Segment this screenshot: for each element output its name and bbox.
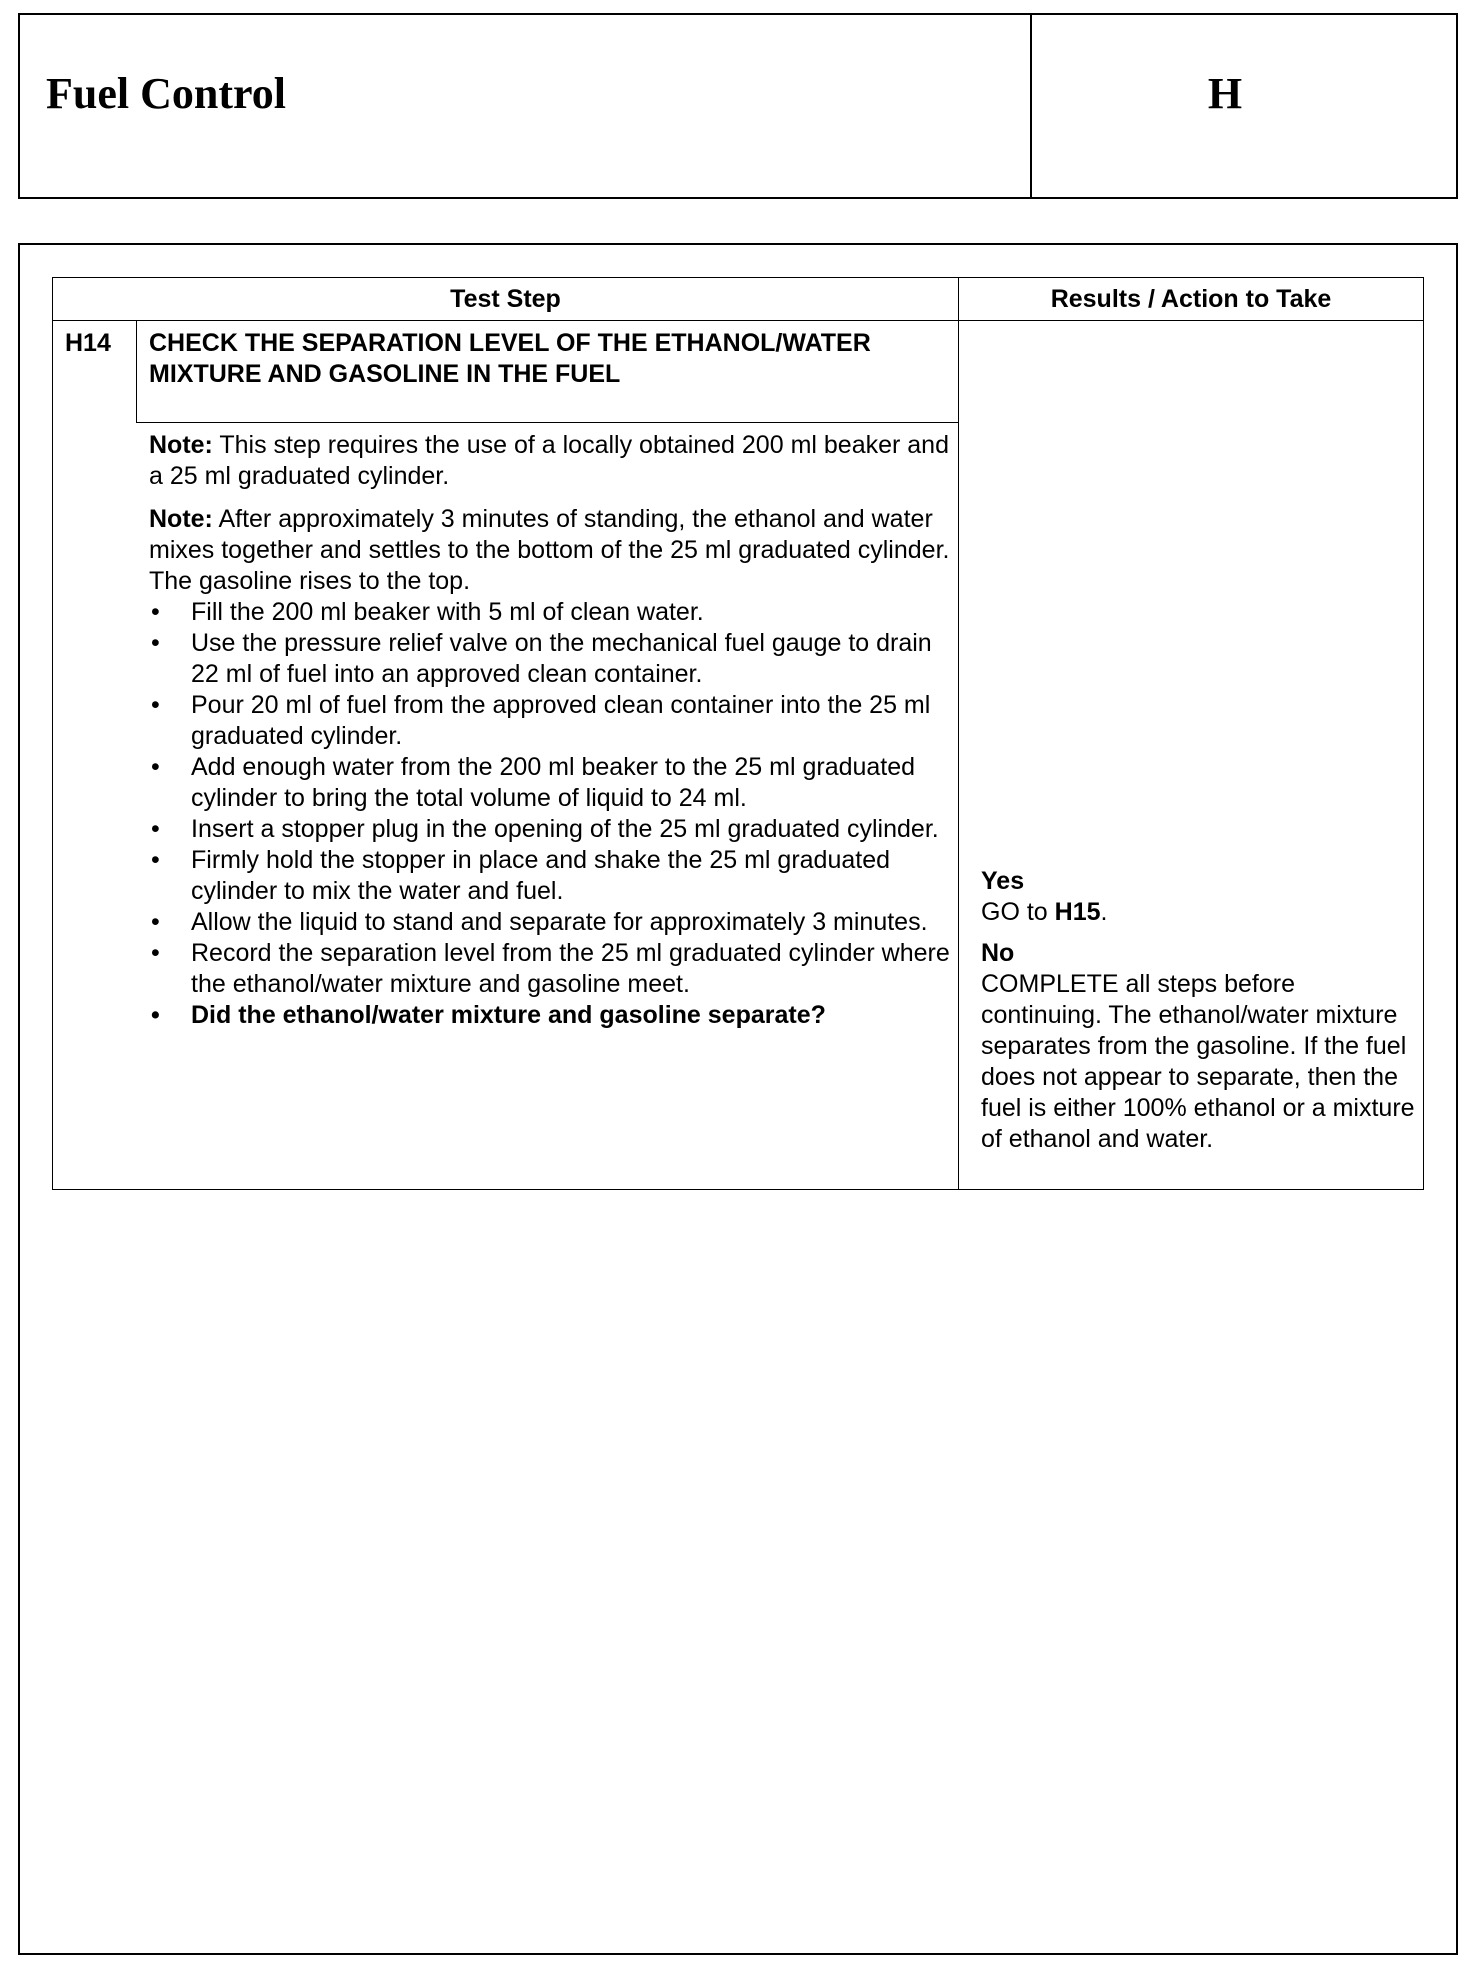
note-text: After approximately 3 minutes of standing, the ethanol and water mixes together and settles to the bottom of the 25 ml graduated cylinder. The gasoline rises to the top. xyxy=(149,505,950,595)
title-row-divider xyxy=(136,422,958,423)
yes-action xyxy=(981,897,1421,928)
procedure-step: • Pour 20 ml of fuel from the approved clean container into the 25 ml graduated cylinder. xyxy=(149,690,959,752)
results-action xyxy=(981,866,1421,1155)
procedure-step: • Allow the liquid to stand and separate for approximately 3 minutes. xyxy=(149,907,959,938)
procedure-step: • Use the pressure relief valve on the mechanical fuel gauge to drain 22 ml of fuel into an approved clean container. xyxy=(149,628,959,690)
yes-action-prefix: GO to xyxy=(981,898,1055,926)
column-header-results: Results / Action to Take xyxy=(1050,285,1332,313)
procedure-step: • Insert a stopper plug in the opening of the 25 ml graduated cylinder. xyxy=(149,814,959,845)
note-label: Note: xyxy=(149,505,213,533)
step-title: CHECK THE SEPARATION LEVEL OF THE ETHANOL/WATER MIXTURE AND GASOLINE IN THE FUEL xyxy=(149,329,871,388)
procedure-list xyxy=(149,597,959,1031)
no-label: No xyxy=(981,939,1015,967)
note-label: Note: xyxy=(149,431,213,459)
test-step-table xyxy=(52,277,1424,1190)
section-letter: H xyxy=(1207,69,1243,118)
yes-label: Yes xyxy=(981,867,1025,895)
procedure-step: • Firmly hold the stopper in place and shake the 25 ml graduated cylinder to mix the water and fuel. xyxy=(149,845,959,907)
spacer xyxy=(981,928,1421,938)
note-paragraph xyxy=(149,504,959,597)
column-header-test-step: Test Step xyxy=(450,285,561,313)
yes-action-target: H15 xyxy=(1054,898,1101,926)
note-text: This step requires the use of a locally obtained 200 ml beaker and a 25 ml graduated cylinder. xyxy=(149,431,949,490)
procedure-step: • Add enough water from the 200 ml beaker to the 25 ml graduated cylinder to bring the total volume of liquid to 24 ml. xyxy=(149,752,959,814)
yes-action-suffix: . xyxy=(1100,898,1108,926)
no-action: COMPLETE all steps before continuing. The ethanol/water mixture separates from the gasoline. If the fuel does not appear to separate, then the fuel is either 100% ethanol or a mixture of ethanol and water. xyxy=(981,970,1415,1153)
step-body xyxy=(149,430,959,1031)
procedure-question: • Did the ethanol/water mixture and gasoline separate? xyxy=(149,1000,959,1031)
step-id: H14 xyxy=(65,329,111,357)
step-id-divider xyxy=(136,320,137,422)
section-title: Fuel Control xyxy=(46,69,286,118)
procedure-step: • Fill the 200 ml beaker with 5 ml of clean water. xyxy=(149,597,959,628)
note-paragraph xyxy=(149,430,959,492)
header-row-divider xyxy=(53,320,1423,321)
procedure-step: • Record the separation level from the 25 ml graduated cylinder where the ethanol/water mixture and gasoline meet. xyxy=(149,938,959,1000)
